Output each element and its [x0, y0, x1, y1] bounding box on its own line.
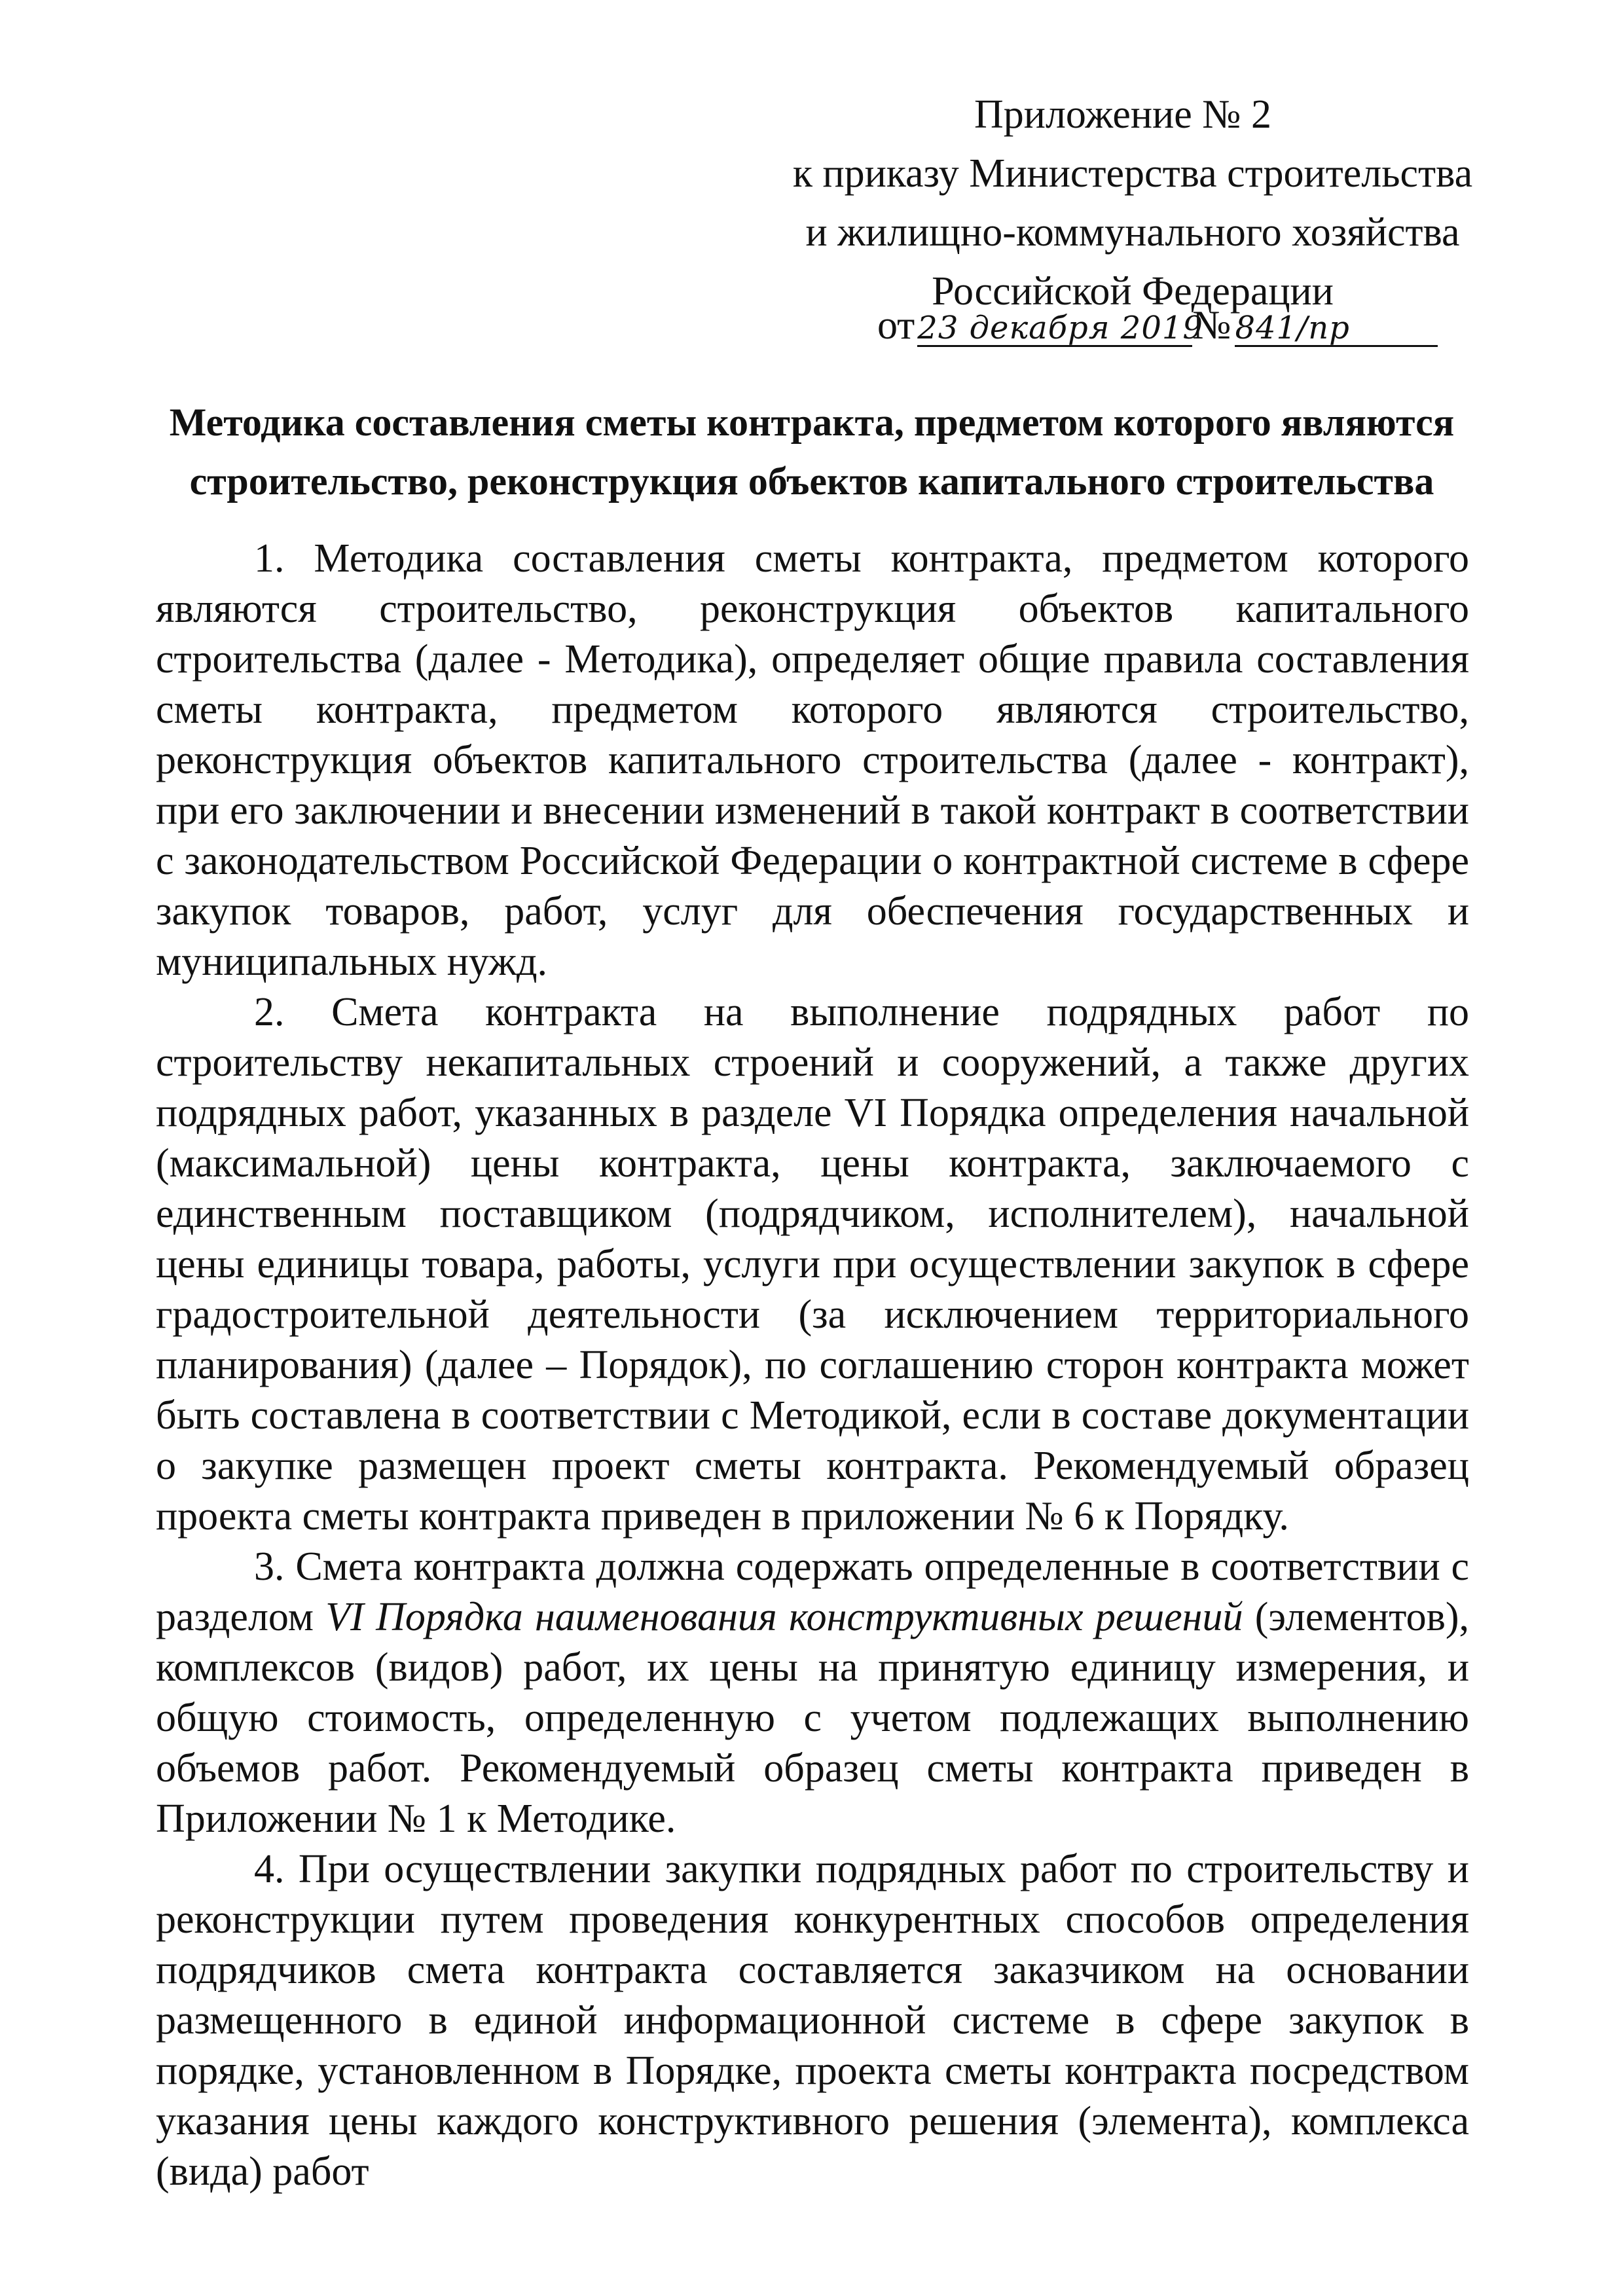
document-body: [156, 534, 1469, 2197]
appendix-number: Приложение № 2: [974, 92, 1271, 137]
handwritten-date-text: 23 декабря 2019: [917, 310, 1203, 346]
paragraph-3: [156, 1542, 1469, 1844]
title-line-1: Методика составления сметы контракта, предметом которого являются: [169, 401, 1455, 444]
paragraph-1: 1. Методика составления сметы контракта, предметом которого являются строительство, реконструкция объектов капитального строительства (далее - Методика), определяет общие правила составления сметы контракта, предметом которого являются строительство, реконструкция объектов капитального строительства (далее - контракт), при его заключении и внесении изменений в такой контракт в соответствии с законодательством Российской Федерации о контрактной системе в сфере закупок товаров, работ, услуг для обеспечения государственных и муниципальных нужд.: [156, 536, 1469, 984]
paragraph-4: 4. При осуществлении закупки подрядных работ по строительству и реконструкции путем проведения конкурентных способов определения подрядчиков смета контракта составляется заказчиком на основании размещенного в единой информационной системе в сфере закупок в порядке, установленном в Порядке, проекта сметы контракта посредством указания цены каждого конструктивного решения (элемента), комплекса (вида) работ: [156, 1847, 1469, 2194]
document-title: [131, 393, 1493, 511]
handwritten-date: [917, 299, 1203, 357]
order-date-number-line: [877, 296, 1467, 355]
paragraph-3-start: 3. Смета контракта должна содержать определенные в соответствии с разделом: [156, 1544, 1469, 1639]
appendix-header: [773, 85, 1493, 321]
number-label: №: [1192, 303, 1231, 348]
paragraph-3-italic: VI Порядка наименования конструктивных решений: [325, 1595, 1243, 1639]
title-line-2: строительство, реконструкция объектов капитального строительства: [189, 460, 1434, 503]
number-underline: [1235, 345, 1438, 347]
order-reference-line-3: Российской Федерации: [932, 269, 1334, 314]
order-reference-line-2: и жилищно-коммунального хозяйства: [805, 210, 1460, 255]
date-underline: [917, 345, 1192, 347]
handwritten-number-text: 841/пр: [1235, 310, 1350, 346]
date-prefix: от: [877, 303, 915, 348]
paragraph-3-end: (элементов), комплексов (видов) работ, их цены на принятую единицу измерения, и общую стоимость, определенную с учетом подлежащих выполнению объемов работ. Рекомендуемый образец сметы контракта приведен в Приложении № 1 к Методике.: [156, 1595, 1469, 1841]
handwritten-order-number: [1235, 299, 1438, 357]
order-reference-line-1: к приказу Министерства строительства: [792, 151, 1473, 196]
paragraph-2: 2. Смета контракта на выполнение подрядных работ по строительству некапитальных строений и сооружений, а также других подрядных работ, указанных в разделе VI Порядка определения начальной (максимальной) цены контракта, цены контракта, заключаемого с единственным поставщиком (подрядчиком, исполнителем), начальной цены единицы товара, работы, услуги при осуществлении закупок в сфере градостроительной деятельности (за исключением территориального планирования) (далее – Порядок), по соглашению сторон контракта может быть составлена в соответствии с Методикой, если в составе документации о закупке размещен проект сметы контракта. Рекомендуемый образец проекта сметы контракта приведен в приложении № 6 к Порядку.: [156, 990, 1469, 1539]
